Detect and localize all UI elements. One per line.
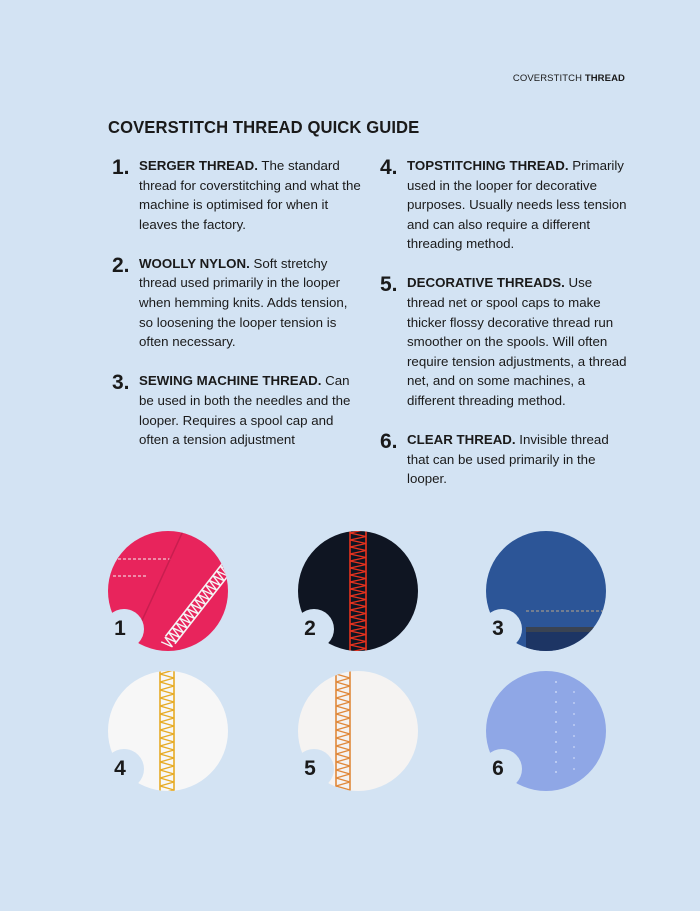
- item-heading: SEWING MACHINE THREAD.: [139, 373, 322, 389]
- item-number: 1.: [112, 156, 130, 179]
- item-number: 2.: [112, 253, 130, 277]
- guide-item: [112, 371, 362, 449]
- sample-number-badge: 6: [482, 749, 522, 789]
- item-number: 6.: [380, 430, 398, 454]
- running-header: [513, 73, 625, 84]
- item-text: The standard thread for coverstitching and what the machine is optimised for when it leaves the factory.: [139, 158, 361, 232]
- item-number: 4.: [380, 156, 398, 179]
- sample-number-badge: 4: [104, 749, 144, 789]
- sample-number-badge: 1: [104, 609, 144, 649]
- guide-column-right: [380, 156, 630, 508]
- sample-number-badge: 3: [482, 609, 522, 649]
- item-heading: TOPSTITCHING THREAD.: [407, 158, 569, 173]
- guide-item: [380, 430, 630, 489]
- running-header-bold: THREAD: [584, 73, 625, 84]
- sample-number-badge: 5: [294, 749, 334, 789]
- guide-item: [112, 254, 362, 352]
- guide-item: [380, 273, 630, 410]
- item-heading: WOOLLY NYLON.: [139, 255, 250, 271]
- page-title: COVERSTITCH THREAD QUICK GUIDE: [108, 117, 420, 137]
- item-text: Use thread net or spool caps to make thicker flossy decorative thread run smoother on the spools. Will often require tension adjustments, a thread net, and on some machines, a different threading method.: [407, 275, 627, 409]
- item-heading: DECORATIVE THREADS.: [407, 275, 565, 291]
- guide-column-left: [112, 156, 362, 469]
- item-text: Can be used in both the needles and the looper. Requires a spool cap and often a tension adjustment: [139, 373, 351, 448]
- item-heading: CLEAR THREAD.: [407, 432, 516, 448]
- guide-item: [380, 156, 630, 254]
- guide-item: [112, 156, 362, 234]
- sample-number-badge: 2: [294, 609, 334, 649]
- item-heading: SERGER THREAD.: [139, 158, 258, 173]
- item-text: Soft stretchy thread used primarily in the looper when hemming knits. Adds tension, so loosening the looper tension is often necessary.: [139, 255, 348, 350]
- running-header-regular: COVERSTITCH: [512, 73, 583, 84]
- item-text: Invisible thread that can be used primarily in the looper.: [407, 432, 609, 487]
- item-number: 3.: [112, 371, 130, 395]
- item-number: 5.: [380, 273, 398, 297]
- item-text: Primarily used in the looper for decorative purposes. Usually needs less tension and can also require a different threading method.: [407, 158, 627, 252]
